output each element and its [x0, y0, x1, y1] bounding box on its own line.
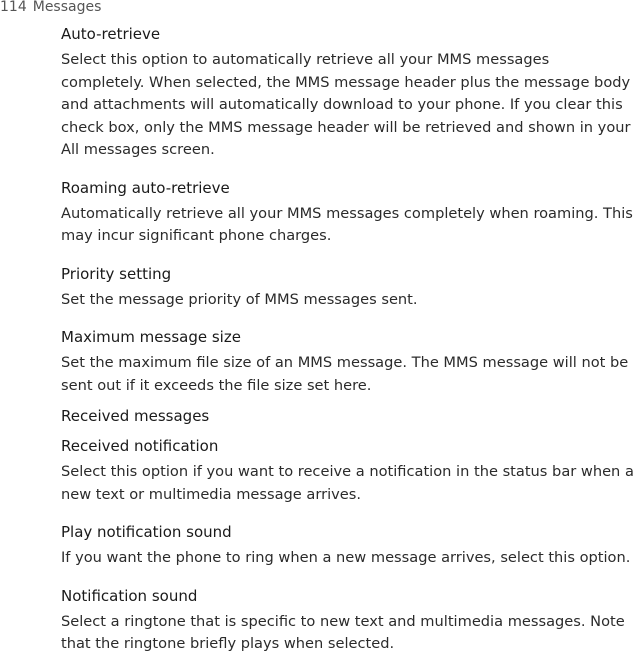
- section-name: Messages: [32, 0, 102, 15]
- setting-description: Set the maximum file size of an MMS message. The MMS message will not be sent out if it exceeds the file size set here.: [61, 354, 629, 394]
- setting-title: Auto-retrieve: [61, 25, 161, 43]
- page-header: [0, 0, 101, 16]
- setting-description: Select this option if you want to receive a notification in the status bar when a new text or multimedia message arrives.: [61, 463, 634, 503]
- setting-description: Automatically retrieve all your MMS messages completely when roaming. This may incur significant phone charges.: [61, 204, 633, 244]
- setting-title: Priority setting: [61, 264, 172, 283]
- setting-priority: [61, 263, 634, 312]
- setting-title: Notification sound: [61, 586, 198, 605]
- setting-notification-sound: [61, 585, 634, 656]
- setting-maximum-message-size: [61, 326, 634, 397]
- setting-received-notification: [61, 435, 634, 506]
- setting-description: If you want the phone to ring when a new message arrives, select this option.: [61, 549, 631, 566]
- section-heading-received-messages: Received messages: [61, 407, 210, 425]
- setting-roaming-auto-retrieve: [61, 177, 634, 248]
- page-number: 114: [0, 0, 27, 15]
- document-body: [61, 23, 634, 671]
- setting-description: Select this option to automatically retrieve all your MMS messages completely. When selected, the MMS message header plus the message body and attachments will automatically download to your phone. If you clear this check box, only the MMS message header will be retrieved and shown in your All messages screen.: [61, 51, 631, 158]
- setting-title: Roaming auto-retrieve: [61, 178, 230, 197]
- setting-auto-retrieve: [61, 23, 634, 162]
- setting-title: Maximum message size: [61, 328, 241, 346]
- setting-description: Select a ringtone that is specific to new text and multimedia messages. Note that the ringtone briefly plays when selected.: [61, 612, 625, 652]
- setting-description: Set the message priority of MMS messages sent.: [61, 290, 418, 308]
- setting-title: Received notification: [61, 437, 219, 455]
- setting-title: Play notification sound: [61, 523, 232, 541]
- setting-play-notification-sound: [61, 521, 634, 570]
